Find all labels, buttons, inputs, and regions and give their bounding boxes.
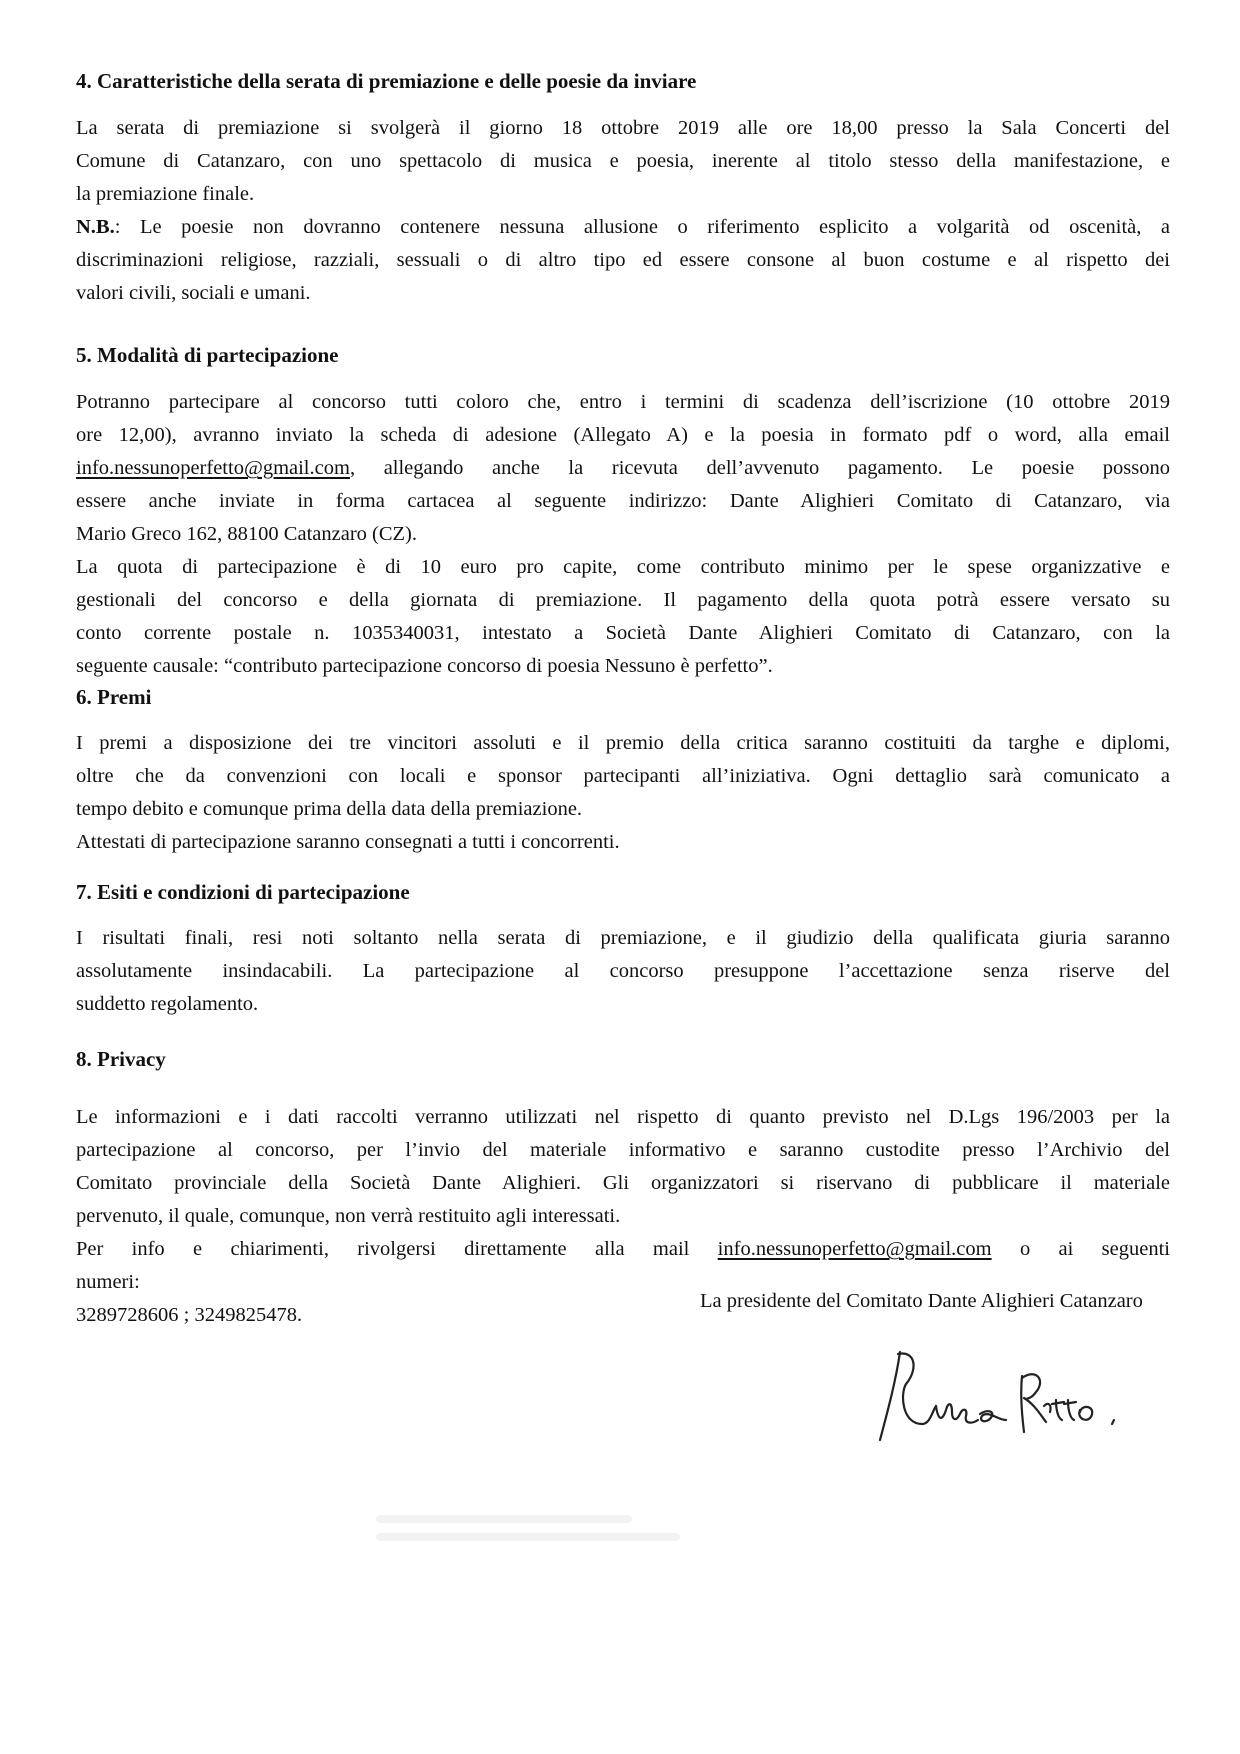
nb-line bbox=[76, 211, 1170, 244]
section-5-heading: 5. Modalità di partecipazione bbox=[76, 343, 339, 367]
text-line: pervenuto, il quale, comunque, non verrà restituito agli interessati. bbox=[76, 1205, 621, 1227]
handwritten-signature bbox=[876, 1340, 1176, 1450]
text-line: partecipazione al concorso, per l’invio del materiale informativo e saranno custodite presso l’Archivio del bbox=[76, 1139, 1170, 1161]
section-4-heading: 4. Caratteristiche della serata di premiazione e delle poesie da inviare bbox=[76, 69, 697, 93]
text-line: Comune di Catanzaro, con uno spettacolo di musica e poesia, inerente al titolo stesso della manifestazione, e bbox=[76, 150, 1170, 172]
text-line: oltre che da convenzioni con locali e sponsor partecipanti all’iniziativa. Ogni dettaglio sarà comunicato a bbox=[76, 765, 1170, 787]
text-line: I premi a disposizione dei tre vincitori assoluti e il premio della critica saranno costituiti da targhe e diplomi, bbox=[76, 732, 1170, 754]
email-link[interactable]: info.nessunoperfetto@gmail.com bbox=[717, 1238, 992, 1260]
text-line: La serata di premiazione si svolgerà il giorno 18 ottobre 2019 alle ore 18,00 presso la Sala Concerti del bbox=[76, 117, 1170, 139]
text-line: Attestati di partecipazione saranno consegnati a tutti i concorrenti. bbox=[76, 831, 620, 853]
nb-label: N.B. bbox=[76, 216, 115, 238]
text-line: Mario Greco 162, 88100 Catanzaro (CZ). bbox=[76, 523, 417, 545]
section-5-body bbox=[76, 386, 1170, 683]
text-span: : Le poesie non dovranno contenere nessuna allusione o riferimento esplicito a volgarità od oscenità, a bbox=[114, 216, 1170, 238]
section-6-heading: 6. Premi bbox=[76, 685, 152, 709]
text-line: valori civili, sociali e umani. bbox=[76, 282, 311, 304]
text-line: seguente causale: “contributo partecipazione concorso di poesia Nessuno è perfetto”. bbox=[76, 655, 773, 677]
faint-bleedthrough bbox=[376, 1505, 696, 1565]
text-span: Per info e chiarimenti, rivolgersi direttamente alla mail bbox=[76, 1238, 718, 1260]
text-line: ore 12,00), avranno inviato la scheda di adesione (Allegato A) e la poesia in formato pdf o word, alla email bbox=[76, 424, 1170, 446]
text-line: essere anche inviate in forma cartacea al seguente indirizzo: Dante Alighieri Comitato di Catanzaro, via bbox=[76, 490, 1170, 512]
text-line: assolutamente insindacabili. La partecipazione al concorso presuppone l’accettazione senza riserve del bbox=[76, 960, 1170, 982]
phone-numbers: 3289728606 ; 3249825478. bbox=[76, 1304, 303, 1326]
text-line: Comitato provinciale della Società Dante Alighieri. Gli organizzatori si riservano di pubblicare il materiale bbox=[76, 1172, 1170, 1194]
text-span: , allegando anche la ricevuta dell’avvenuto pagamento. Le poesie possono bbox=[349, 457, 1170, 479]
text-line: I risultati finali, resi noti soltanto nella serata di premiazione, e il giudizio della qualificata giuria saranno bbox=[76, 927, 1170, 949]
text-span: o ai seguenti bbox=[991, 1238, 1170, 1260]
text-line: la premiazione finale. bbox=[76, 183, 255, 205]
contact-line bbox=[76, 1233, 1170, 1266]
text-line: conto corrente postale n. 1035340031, intestato a Società Dante Alighieri Comitato di Catanzaro, con la bbox=[76, 622, 1170, 644]
text-line: gestionali del concorso e della giornata di premiazione. Il pagamento della quota potrà essere versato su bbox=[76, 589, 1170, 611]
text-line: La quota di partecipazione è di 10 euro pro capite, come contributo minimo per le spese organizzative e bbox=[76, 556, 1170, 578]
text-line: tempo debito e comunque prima della data della premiazione. bbox=[76, 798, 583, 820]
section-6-body bbox=[76, 727, 1170, 859]
section-4-body bbox=[76, 112, 1170, 310]
text-line: suddetto regolamento. bbox=[76, 993, 259, 1015]
email-link[interactable]: info.nessunoperfetto@gmail.com bbox=[76, 457, 350, 479]
text-line: discriminazioni religiose, razziali, sessuali o di altro tipo ed essere consone al buon costume e al rispetto dei bbox=[76, 249, 1170, 271]
section-7-body bbox=[76, 922, 1170, 1021]
text-line: numeri: bbox=[76, 1271, 140, 1293]
email-line bbox=[76, 452, 1170, 485]
section-8-heading: 8. Privacy bbox=[76, 1047, 166, 1071]
text-line: Le informazioni e i dati raccolti verranno utilizzati nel rispetto di quanto previsto nel D.Lgs 196/2003 per la bbox=[76, 1106, 1170, 1128]
text-line: Potranno partecipare al concorso tutti coloro che, entro i termini di scadenza dell’iscrizione (10 ottobre 2019 bbox=[76, 391, 1170, 413]
section-7-heading: 7. Esiti e condizioni di partecipazione bbox=[76, 880, 410, 904]
signature-title: La presidente del Comitato Dante Alighieri Catanzaro bbox=[700, 1290, 1143, 1312]
